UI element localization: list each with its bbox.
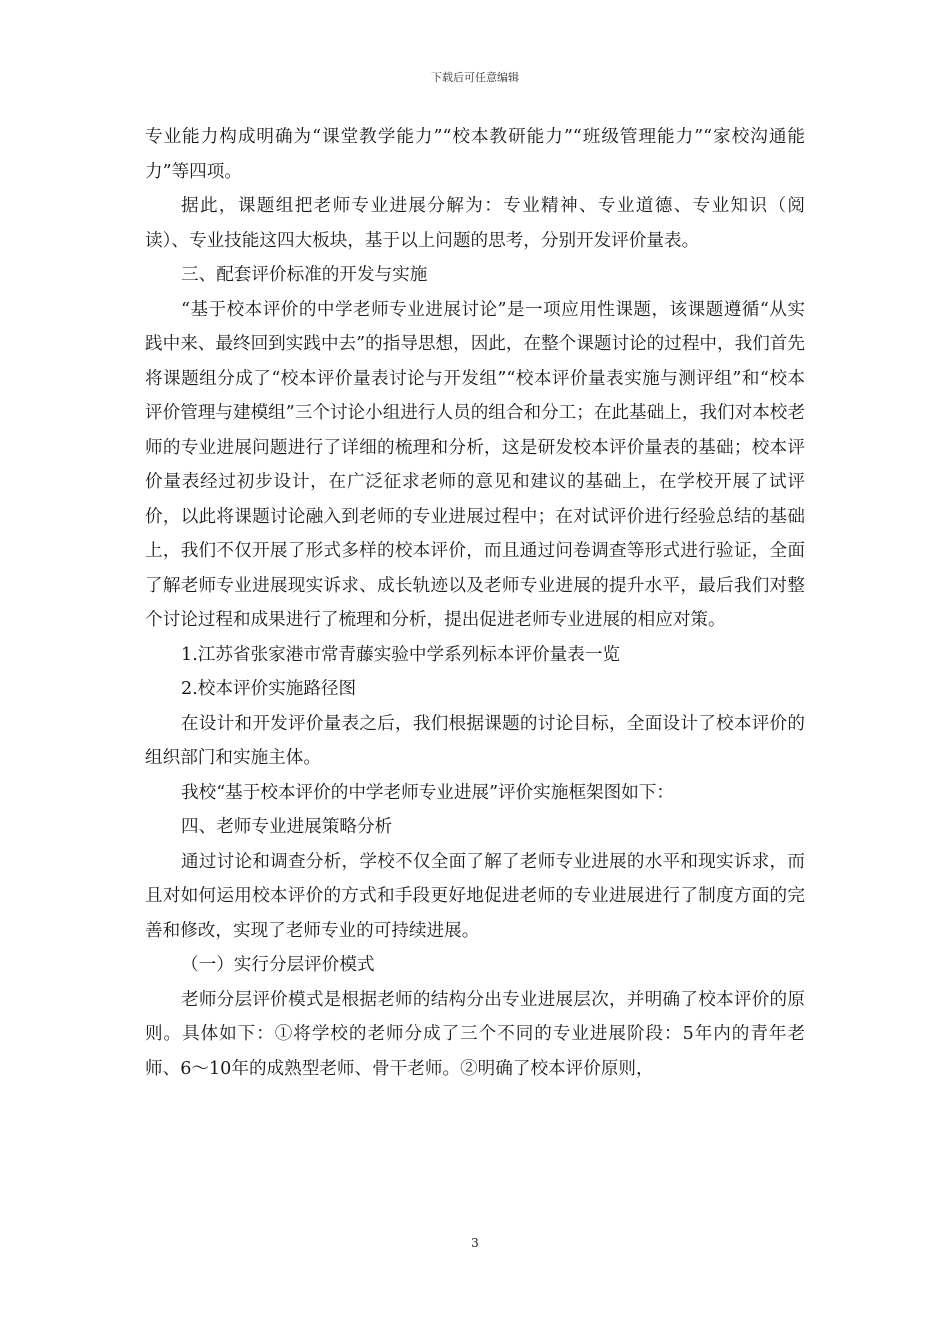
document-body xyxy=(145,120,805,1086)
paragraph-10: 通过讨论和调查分析，学校不仅全面了解了老师专业进展的水平和现实诉求，而且对如何运用校本评价的方式和手段更好地促进老师的专业进展进行了制度方面的完善和修改，实现了老师专业的可持续进展。 xyxy=(145,851,805,941)
page-header: 下载后可任意编辑 xyxy=(431,71,519,84)
paragraph-7: 在设计和开发评价量表之后，我们根据课题的讨论目标，全面设计了校本评价的组织部门和实施主体。 xyxy=(145,713,805,768)
paragraph-8: 我校“基于校本评价的中学老师专业进展”评价实施框架图如下： xyxy=(181,782,675,803)
subsection-heading-1: （一）实行分层评价模式 xyxy=(181,955,375,975)
section-heading-3: 三、配套评价标准的开发与实施 xyxy=(181,265,428,285)
paragraph-2: 据此，课题组把老师专业进展分解为：专业精神、专业道德、专业知识（阅读）、专业技能这四大板块，基于以上问题的思考，分别开发评价量表。 xyxy=(145,196,805,251)
paragraph-12: 老师分层评价模式是根据老师的结构分出专业进展层次，并明确了校本评价的原则。具体如下：①将学校的老师分成了三个不同的专业进展阶段：5年内的青年老师、6～10年的成熟型老师、骨干老师。②明确了校本评价原则， xyxy=(145,989,805,1079)
paragraph-1: 专业能力构成明确为“课堂教学能力”“校本教研能力”“班级管理能力”“家校沟通能力”等四项。 xyxy=(145,127,805,182)
page-number: 3 xyxy=(471,1236,479,1250)
paragraph-4: “基于校本评价的中学老师专业进展讨论”是一项应用性课题，该课题遵循“从实践中来、最终回到实践中去”的指导思想，因此，在整个课题讨论的过程中，我们首先将课题组分成了“校本评价量表讨论与开发组”“校本评价量表实施与测评组”和“校本评价管理与建模组”三个讨论小组进行人员的组合和分工；在此基础上，我们对本校老师的专业进展问题进行了详细的梳理和分析，这是研发校本评价量表的基础；校本评价量表经过初步设计，在广泛征求老师的意见和建议的基础上，在学校开展了试评价，以此将课题讨论融入到老师的专业进展过程中；在对试评价进行经验总结的基础上，我们不仅开展了形式多样的校本评价，而且通过问卷调查等形式进行验证，全面了解老师专业进展现实诉求、成长轨迹以及老师专业进展的提升水平，最后我们对整个讨论过程和成果进行了梳理和分析，提出促进老师专业进展的相应对策。 xyxy=(145,299,805,630)
section-heading-4: 四、老师专业进展策略分析 xyxy=(181,817,393,837)
list-item-1: 1.江苏省张家港市常青藤实验中学系列标本评价量表一览 xyxy=(181,644,621,665)
list-item-2: 2.校本评价实施路径图 xyxy=(181,679,357,699)
